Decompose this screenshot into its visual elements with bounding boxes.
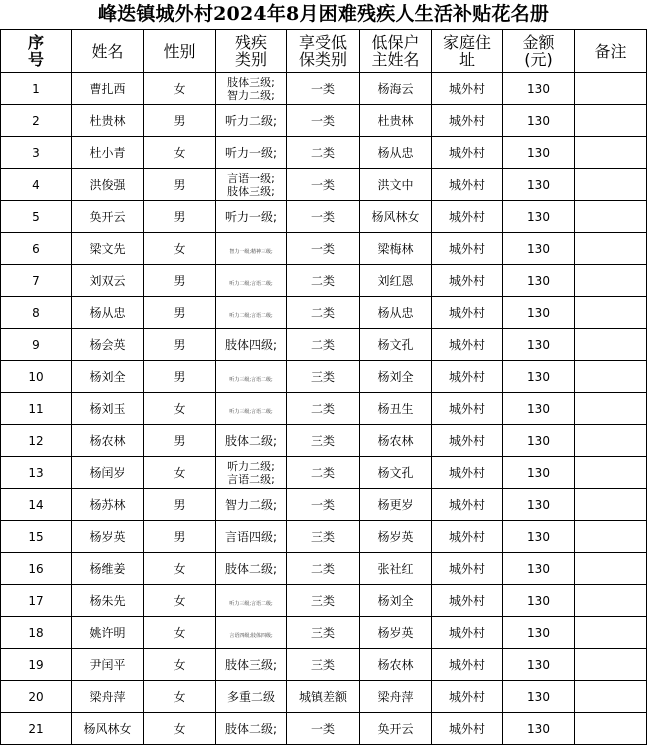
cell-gender: 男 [144,169,216,201]
cell-amount: 130 [503,297,575,329]
table-row [1,489,647,521]
cell-disability [216,521,287,553]
cell-address: 城外村 [432,585,503,617]
table-row [1,361,647,393]
disability-line: 听力二级; [227,459,275,473]
disability-line: 听力二级; [224,113,278,128]
cell-dibao-head: 刘红恩 [360,265,432,297]
cell-gender: 女 [144,617,216,649]
cell-address: 城外村 [432,649,503,681]
cell-dibao-head: 杨更岁 [360,489,432,521]
cell-disability [216,169,287,201]
header-address: 家庭住 址 [432,30,503,73]
table-row [1,201,647,233]
cell-address: 城外村 [432,361,503,393]
cell-dibao-type: 三类 [287,617,360,649]
cell-remark [575,489,647,521]
cell-name: 尹闰平 [72,649,144,681]
cell-seq: 7 [1,265,72,297]
cell-dibao-head: 张社红 [360,553,432,585]
table-row [1,137,647,169]
cell-dibao-head: 杨刘全 [360,585,432,617]
cell-seq: 16 [1,553,72,585]
disability-line: 肢体三级; [224,657,278,672]
cell-dibao-head: 杨文孔 [360,329,432,361]
cell-seq: 2 [1,105,72,137]
cell-gender: 女 [144,233,216,265]
table-row [1,617,647,649]
cell-seq: 13 [1,457,72,489]
header-gender: 性别 [144,30,216,73]
cell-name: 杨农林 [72,425,144,457]
cell-seq: 6 [1,233,72,265]
cell-amount: 130 [503,393,575,425]
header-dibao-type: 享受低 保类别 [287,30,360,73]
cell-disability [216,713,287,745]
cell-disability [216,585,287,617]
cell-dibao-head: 杨农林 [360,649,432,681]
cell-name: 杨苏林 [72,489,144,521]
cell-address: 城外村 [432,329,503,361]
disability-small-text: 听力三级;言语二级; [229,408,273,415]
cell-remark [575,105,647,137]
cell-seq: 19 [1,649,72,681]
cell-seq: 4 [1,169,72,201]
cell-amount: 130 [503,137,575,169]
header-row [1,30,647,73]
disability-line: 听力一级; [224,209,278,224]
cell-remark [575,137,647,169]
cell-name: 刘双云 [72,265,144,297]
cell-name: 姚许明 [72,617,144,649]
cell-gender: 男 [144,201,216,233]
cell-address: 城外村 [432,297,503,329]
disability-line: 多重二级 [226,689,275,704]
cell-amount: 130 [503,649,575,681]
table-row [1,233,647,265]
disability-small-text: 听力二级;言语二级; [229,280,273,287]
cell-amount: 130 [503,457,575,489]
cell-name: 杨从忠 [72,297,144,329]
cell-remark [575,201,647,233]
cell-amount: 130 [503,361,575,393]
cell-seq: 18 [1,617,72,649]
cell-address: 城外村 [432,617,503,649]
cell-seq: 1 [1,73,72,105]
cell-dibao-head: 梁梅林 [360,233,432,265]
cell-dibao-head: 杨岁英 [360,617,432,649]
cell-disability [216,649,287,681]
cell-name: 杨维姜 [72,553,144,585]
cell-gender: 男 [144,265,216,297]
header-remark: 备注 [575,30,647,73]
table-row [1,297,647,329]
disability-small-text: 言语四级;肢体四级; [229,632,273,639]
cell-dibao-head: 杨海云 [360,73,432,105]
cell-name: 杜小青 [72,137,144,169]
cell-dibao-type: 二类 [287,329,360,361]
table-row [1,425,647,457]
table-row [1,553,647,585]
cell-dibao-type: 一类 [287,489,360,521]
table-row [1,329,647,361]
disability-line: 智力二级; [227,88,275,102]
cell-remark [575,297,647,329]
table-row [1,105,647,137]
cell-gender: 男 [144,489,216,521]
cell-seq: 11 [1,393,72,425]
disability-line: 言语二级; [227,472,275,486]
cell-dibao-type: 一类 [287,233,360,265]
cell-dibao-head: 杨风林女 [360,201,432,233]
cell-gender: 男 [144,425,216,457]
cell-gender: 男 [144,361,216,393]
cell-dibao-head: 奂开云 [360,713,432,745]
cell-name: 杨会英 [72,329,144,361]
cell-disability [216,201,287,233]
cell-disability [216,105,287,137]
cell-gender: 女 [144,457,216,489]
cell-disability [216,137,287,169]
cell-dibao-head: 杨丑生 [360,393,432,425]
cell-seq: 15 [1,521,72,553]
header-disability: 残疾 类别 [216,30,287,73]
cell-name: 杨闰岁 [72,457,144,489]
table-row [1,649,647,681]
disability-line: 智力二级; [224,497,278,512]
header-dibao-head: 低保户 主姓名 [360,30,432,73]
cell-name: 杨刘全 [72,361,144,393]
cell-disability [216,553,287,585]
table-row [1,585,647,617]
cell-dibao-type: 三类 [287,521,360,553]
cell-amount: 130 [503,169,575,201]
cell-dibao-type: 三类 [287,425,360,457]
disability-line: 肢体三级; [227,184,275,198]
cell-remark [575,393,647,425]
cell-address: 城外村 [432,137,503,169]
cell-name: 杜贵林 [72,105,144,137]
cell-dibao-head: 杨岁英 [360,521,432,553]
cell-address: 城外村 [432,169,503,201]
cell-gender: 女 [144,553,216,585]
cell-dibao-type: 二类 [287,137,360,169]
cell-remark [575,425,647,457]
cell-amount: 130 [503,713,575,745]
disability-small-text: 听力二级;言语二级; [229,312,273,319]
cell-name: 杨朱先 [72,585,144,617]
cell-address: 城外村 [432,265,503,297]
table-row [1,265,647,297]
disability-small-text: 听力三级;言语二级; [229,376,273,383]
cell-disability [216,73,287,105]
cell-remark [575,553,647,585]
cell-amount: 130 [503,329,575,361]
cell-disability [216,329,287,361]
cell-amount: 130 [503,521,575,553]
cell-amount: 130 [503,617,575,649]
cell-disability [216,265,287,297]
cell-dibao-head: 杨文孔 [360,457,432,489]
cell-amount: 130 [503,73,575,105]
cell-dibao-type: 一类 [287,169,360,201]
cell-disability [216,233,287,265]
cell-remark [575,585,647,617]
cell-address: 城外村 [432,393,503,425]
cell-amount: 130 [503,233,575,265]
disability-line: 肢体二级; [224,561,278,576]
table-row [1,681,647,713]
cell-gender: 女 [144,73,216,105]
cell-dibao-head: 梁舟萍 [360,681,432,713]
cell-dibao-head: 杨从忠 [360,297,432,329]
cell-remark [575,617,647,649]
cell-seq: 5 [1,201,72,233]
cell-remark [575,521,647,553]
cell-remark [575,73,647,105]
table-row [1,713,647,745]
cell-dibao-type: 二类 [287,297,360,329]
cell-disability [216,617,287,649]
cell-gender: 女 [144,137,216,169]
cell-address: 城外村 [432,713,503,745]
disability-line: 听力一级; [224,145,278,160]
cell-dibao-type: 一类 [287,201,360,233]
cell-amount: 130 [503,553,575,585]
cell-remark [575,361,647,393]
cell-remark [575,681,647,713]
cell-seq: 17 [1,585,72,617]
header-amount: 金额 (元) [503,30,575,73]
cell-amount: 130 [503,681,575,713]
cell-gender: 男 [144,105,216,137]
cell-disability [216,425,287,457]
cell-dibao-type: 一类 [287,713,360,745]
disability-line: 言语四级; [224,529,278,544]
cell-gender: 男 [144,521,216,553]
table-row [1,169,647,201]
disability-small-text: 听力三级;言语二级; [229,600,273,607]
cell-seq: 10 [1,361,72,393]
cell-name: 杨风林女 [72,713,144,745]
cell-disability [216,489,287,521]
cell-dibao-type: 二类 [287,457,360,489]
cell-gender: 女 [144,649,216,681]
cell-remark [575,265,647,297]
cell-dibao-type: 三类 [287,649,360,681]
cell-disability [216,297,287,329]
table-row [1,393,647,425]
table-row [1,73,647,105]
cell-dibao-head: 洪文中 [360,169,432,201]
cell-amount: 130 [503,489,575,521]
cell-dibao-type: 二类 [287,553,360,585]
table-row [1,457,647,489]
cell-gender: 女 [144,681,216,713]
cell-seq: 9 [1,329,72,361]
cell-address: 城外村 [432,457,503,489]
cell-disability [216,681,287,713]
cell-dibao-type: 三类 [287,585,360,617]
cell-dibao-type: 城镇差额 [287,681,360,713]
cell-dibao-head: 杜贵林 [360,105,432,137]
cell-address: 城外村 [432,489,503,521]
disability-line: 肢体二级; [224,721,278,736]
table-row [1,521,647,553]
disability-line: 肢体四级; [224,337,278,352]
cell-name: 奂开云 [72,201,144,233]
disability-line: 肢体三级; [227,75,275,89]
cell-address: 城外村 [432,425,503,457]
cell-amount: 130 [503,201,575,233]
cell-dibao-head: 杨从忠 [360,137,432,169]
cell-gender: 男 [144,297,216,329]
cell-name: 杨刘玉 [72,393,144,425]
cell-disability [216,361,287,393]
cell-name: 梁文先 [72,233,144,265]
cell-address: 城外村 [432,553,503,585]
cell-name: 杨岁英 [72,521,144,553]
cell-dibao-head: 杨农林 [360,425,432,457]
cell-seq: 14 [1,489,72,521]
cell-remark [575,329,647,361]
cell-name: 梁舟萍 [72,681,144,713]
cell-remark [575,713,647,745]
cell-seq: 3 [1,137,72,169]
header-seq: 序 号 [1,30,72,73]
cell-gender: 女 [144,393,216,425]
cell-dibao-type: 二类 [287,265,360,297]
cell-remark [575,169,647,201]
cell-address: 城外村 [432,521,503,553]
cell-remark [575,649,647,681]
cell-gender: 女 [144,585,216,617]
cell-amount: 130 [503,265,575,297]
cell-address: 城外村 [432,681,503,713]
cell-remark [575,233,647,265]
cell-seq: 12 [1,425,72,457]
cell-amount: 130 [503,105,575,137]
cell-remark [575,457,647,489]
cell-dibao-head: 杨刘全 [360,361,432,393]
document-title: 峰迭镇城外村2024年8月困难残疾人生活补贴花名册 [97,3,550,25]
cell-name: 曹扎西 [72,73,144,105]
cell-dibao-type: 二类 [287,393,360,425]
disability-line: 言语一级; [227,171,275,185]
cell-gender: 女 [144,713,216,745]
cell-address: 城外村 [432,105,503,137]
cell-dibao-type: 三类 [287,361,360,393]
header-name: 姓名 [72,30,144,73]
cell-amount: 130 [503,585,575,617]
cell-dibao-type: 一类 [287,73,360,105]
cell-address: 城外村 [432,73,503,105]
roster-table [0,29,647,745]
disability-small-text: 智力一级;精神三级; [229,248,273,255]
cell-seq: 8 [1,297,72,329]
cell-address: 城外村 [432,201,503,233]
cell-disability [216,457,287,489]
cell-gender: 男 [144,329,216,361]
cell-disability [216,393,287,425]
cell-seq: 21 [1,713,72,745]
cell-address: 城外村 [432,233,503,265]
cell-dibao-type: 一类 [287,105,360,137]
disability-line: 肢体二级; [224,433,278,448]
cell-name: 洪俊强 [72,169,144,201]
cell-amount: 130 [503,425,575,457]
cell-seq: 20 [1,681,72,713]
